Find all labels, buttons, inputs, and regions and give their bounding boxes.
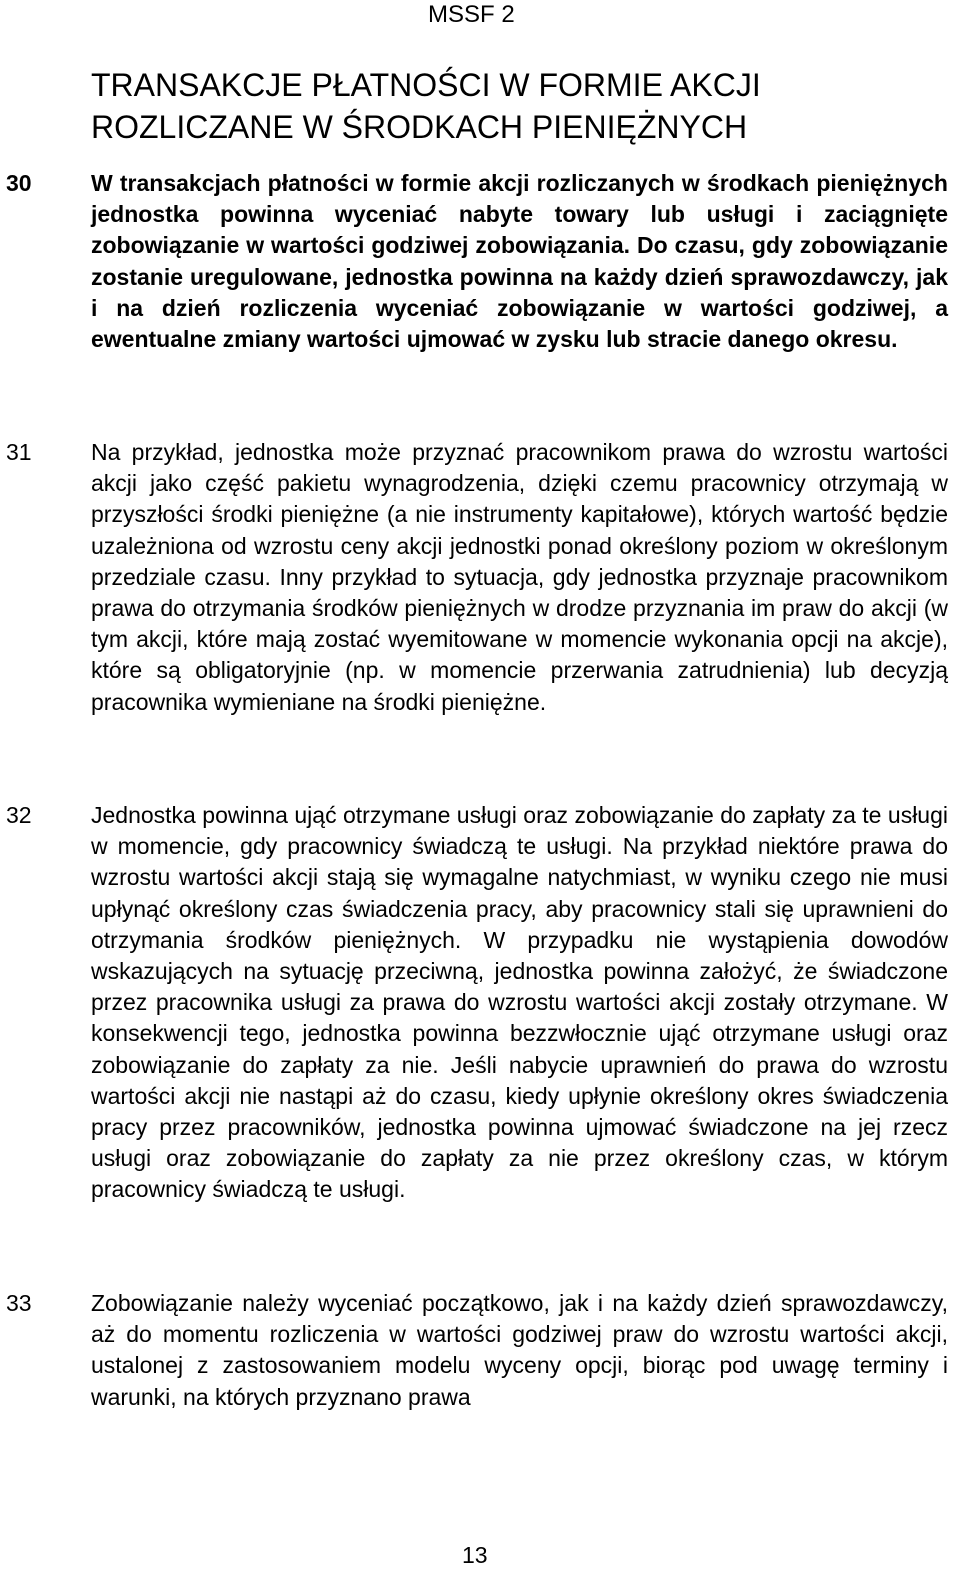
page-number: 13 xyxy=(462,1542,488,1568)
paragraph-number: 30 xyxy=(6,170,32,196)
paragraph-text: Zobowiązanie należy wyceniać początkowo, jak i na każdy dzień sprawozdawczy, aż do momentu rozliczenia w wartości godziwej praw do wzrostu wartości akcji, ustalonej z zastosowaniem modelu wyceny opcji, biorąc pod uwagę terminy i warunki, na których przyznano prawa xyxy=(91,1290,948,1410)
document-header-standard: MSSF 2 xyxy=(428,1,515,28)
paragraph-text: Jednostka powinna ująć otrzymane usługi oraz zobowiązanie do zapłaty za te usługi w momencie, gdy pracownicy świadczą te usługi. Na przykład niektóre prawa do wzrostu wartości akcji stają się wymagalne natychmiast, w wyniku czego nie musi upłynąć określony czas świadczenia pracy, aby pracownicy stali się uprawnieni do otrzymania środków pieniężnych. W przypadku nie wystąpienia dowodów wskazujących na sytuację przeciwną, jednostka powinna założyć, że świadczone przez pracownika usługi za prawa do wzrostu wartości akcji zostały otrzymane. W konsekwencji tego, jednostka powinna bezzwłocznie ująć otrzymane usługi oraz zobowiązanie do zapłaty za nie. Jeśli nabycie uprawnień do prawa do wzrostu wartości akcji nie nastąpi aż do czasu, kiedy upłynie określony okres świadczenia pracy przez pracowników, jednostka powinna ujmować świadczone na jej rzecz usługi oraz zobowiązanie do zapłaty za nie przez określony czas, w którym pracownicy świadczą te usługi. xyxy=(91,802,948,1203)
paragraph-number: 31 xyxy=(6,439,32,465)
section-heading: TRANSAKCJE PŁATNOŚCI W FORMIE AKCJI ROZLICZANE W ŚRODKACH PIENIĘŻNYCH xyxy=(91,67,761,145)
paragraph-number: 32 xyxy=(6,802,32,828)
paragraph-text: W transakcjach płatności w formie akcji rozliczanych w środkach pieniężnych jednostka powinna wyceniać nabyte towary lub usługi i zaciągnięte zobowiązanie w wartości godziwej zobowiązania. Do czasu, gdy zobowiązanie zostanie uregulowane, jednostka powinna na każdy dzień sprawozdawczy, jak i na dzień rozliczenia wyceniać zobowiązanie w wartości godziwej, a ewentualne zmiany wartości ujmować w zysku lub stracie danego okresu. xyxy=(91,170,948,353)
paragraph-text: Na przykład, jednostka może przyznać pracownikom prawa do wzrostu wartości akcji jako część pakietu wynagrodzenia, dzięki czemu pracownicy otrzymają w przyszłości środki pieniężne (a nie instrumenty kapitałowe), których wartość będzie uzależniona od wzrostu ceny akcji jednostki ponad określony poziom w określonym przedziale czasu. Inny przykład to sytuacja, gdy jednostka przyznaje pracownikom prawa do otrzymania środków pieniężnych w drodze przyznania im praw do akcji (w tym akcji, które mają zostać wyemitowane w momencie wykonania opcji na akcje), które są obligatoryjnie (np. w momencie przerwania zatrudnienia) lub decyzją pracownika wymieniane na środki pieniężne. xyxy=(91,439,948,715)
paragraph-number: 33 xyxy=(6,1290,32,1316)
